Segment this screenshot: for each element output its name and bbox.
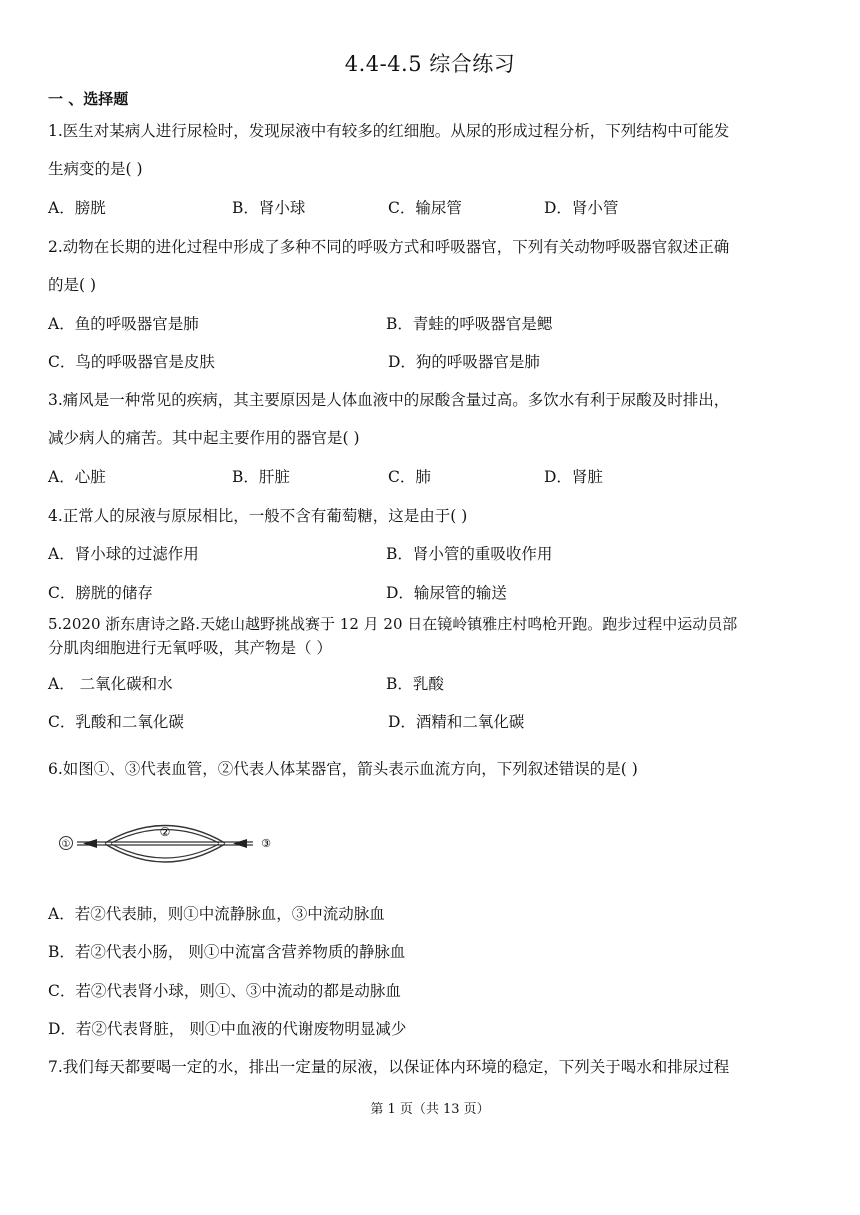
question-3-stem-line-1: 3.痛风是一种常见的疾病，其主要原因是人体血液中的尿酸含量过高。多饮水有利于尿酸及时排出， xyxy=(48,391,730,409)
question-6-option-d: D．若②代表肾脏， 则①中血液的代谢废物明显减少 xyxy=(48,1020,407,1038)
question-1-stem-line-2: 生病变的是( ) xyxy=(48,160,143,178)
question-3-option-d: D．肾脏 xyxy=(544,468,603,486)
question-5-option-c: C．乳酸和二氧化碳 xyxy=(48,713,184,731)
lower-branch xyxy=(105,844,225,862)
question-6-option-b: B．若②代表小肠， 则①中流富含营养物质的静脉血 xyxy=(48,943,406,961)
question-6-option-a: A．若②代表肺，则①中流静脉血，③中流动脉血 xyxy=(48,905,385,923)
question-7-stem: 7.我们每天都要喝一定的水，排出一定量的尿液，以保证体内环境的稳定，下列关于喝水和排尿过程 xyxy=(48,1058,730,1076)
label-1: ① xyxy=(61,839,71,850)
label-3: ③ xyxy=(261,837,271,850)
question-4-option-d: D．输尿管的输送 xyxy=(386,584,507,602)
question-3-option-c: C．肺 xyxy=(388,468,431,486)
blood-vessel-diagram xyxy=(55,814,275,870)
question-3-option-a: A．心脏 xyxy=(48,468,106,486)
question-1-option-c: C．输尿管 xyxy=(388,199,462,217)
question-3-option-b: B．肝脏 xyxy=(232,468,290,486)
question-5-option-d: D．酒精和二氧化碳 xyxy=(388,713,525,731)
question-2-option-d: D．狗的呼吸器官是肺 xyxy=(388,353,540,371)
page-footer: 第 1 页（共 13 页） xyxy=(370,1102,490,1117)
question-3-stem-line-2: 减少病人的痛苦。其中起主要作用的器官是( ) xyxy=(48,429,360,447)
question-1-option-b: B．肾小球 xyxy=(232,199,306,217)
question-2-stem-line-1: 2.动物在长期的进化过程中形成了多种不同的呼吸方式和呼吸器官，下列有关动物呼吸器官叙述正确 xyxy=(48,238,730,256)
lower-branch-inner xyxy=(111,844,219,858)
arrow-left-icon xyxy=(83,839,97,848)
section-heading: 一 、选择题 xyxy=(48,90,129,108)
question-2-stem-line-2: 的是( ) xyxy=(48,276,97,294)
question-5-option-b: B．乳酸 xyxy=(386,675,444,693)
arrow-right-side-icon xyxy=(233,839,247,848)
question-4-option-c: C．膀胱的储存 xyxy=(48,584,153,602)
question-5-stem-line-1: 5.2020 浙东唐诗之路.天姥山越野挑战赛于 12 月 20 日在镜岭镇雅庄村鸣枪开跑。跑步过程中运动员部 xyxy=(48,615,738,633)
question-4-option-b: B．肾小管的重吸收作用 xyxy=(386,545,553,563)
question-1-option-a: A．膀胱 xyxy=(48,199,106,217)
question-1-option-d: D．肾小管 xyxy=(544,199,619,217)
question-2-option-c: C．鸟的呼吸器官是皮肤 xyxy=(48,353,215,371)
question-6-stem: 6.如图①、③代表血管，②代表人体某器官，箭头表示血流方向，下列叙述错误的是( ) xyxy=(48,760,638,778)
question-5-stem-line-2: 分肌肉细胞进行无氧呼吸，其产物是（ ） xyxy=(48,639,332,657)
question-4-stem: 4.正常人的尿液与原尿相比，一般不含有葡萄糖，这是由于( ) xyxy=(48,507,468,525)
question-4-option-a: A．肾小球的过滤作用 xyxy=(48,545,199,563)
page-title: 4.4-4.5 综合练习 xyxy=(344,52,516,76)
label-2: ② xyxy=(159,825,171,839)
question-6-option-c: C．若②代表肾小球，则①、③中流动的都是动脉血 xyxy=(48,982,401,1000)
question-1-stem-line-1: 1.医生对某病人进行尿检时，发现尿液中有较多的红细胞。从尿的形成过程分析，下列结构中可能发 xyxy=(48,122,730,140)
question-2-option-a: A．鱼的呼吸器官是肺 xyxy=(48,315,199,333)
question-5-option-a: A． 二氧化碳和水 xyxy=(48,675,173,693)
question-2-option-b: B．青蛙的呼吸器官是鳃 xyxy=(386,315,553,333)
